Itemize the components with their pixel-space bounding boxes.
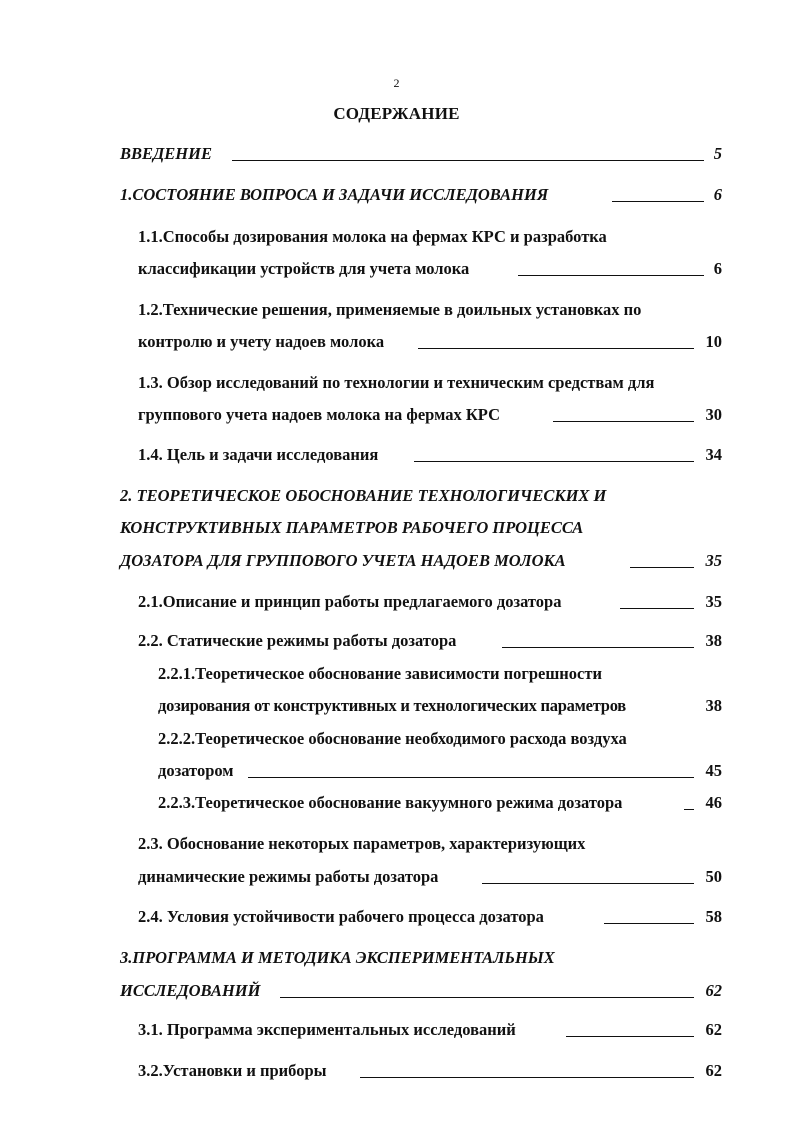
toc-entry-title: 1.2.Технические решения, применяемые в доильных установках по	[138, 300, 642, 319]
toc-leader	[418, 348, 694, 349]
toc-entry-title: 2.4. Условия устойчивости рабочего процесса дозатора	[138, 907, 544, 926]
toc-entry-title: 2.3. Обоснование некоторых параметров, характеризующих	[138, 834, 586, 853]
toc-entry-title: группового учета надоев молока на фермах КРС	[138, 405, 500, 424]
toc-page-number: 10	[705, 332, 722, 351]
toc-entry-title: контролю и учету надоев молока	[138, 332, 385, 351]
toc-page-number: 35	[705, 551, 722, 570]
toc-entry-introduction[interactable]	[0, 143, 793, 165]
toc-page-number: 6	[713, 185, 722, 204]
toc-entry-3-1[interactable]	[0, 1019, 793, 1041]
toc-entry-2-1[interactable]	[0, 591, 793, 613]
toc-entry-2-2[interactable]	[0, 630, 793, 652]
toc-entry-2-2-1-line-1[interactable]	[0, 663, 793, 685]
toc-page-number: 50	[705, 867, 722, 886]
toc-leader	[684, 809, 694, 810]
toc-leader	[360, 1077, 694, 1078]
toc-entry-title: 1.1.Способы дозирования молока на фермах КРС и разработка	[138, 227, 607, 246]
toc-leader	[553, 421, 694, 422]
toc-page-number: 6	[713, 259, 722, 278]
toc-leader	[248, 777, 694, 778]
toc-leader	[604, 923, 694, 924]
toc-entry-2-4[interactable]	[0, 906, 793, 928]
toc-page-number: 46	[705, 793, 722, 812]
toc-entry-title: классификации устройств для учета молока	[138, 259, 470, 278]
toc-entry-title: 1.3. Обзор исследований по технологии и техническим средствам для	[138, 373, 655, 392]
toc-entry-1-3-line-2[interactable]	[0, 404, 793, 426]
toc-entry-title: 2.2. Статические режимы работы дозатора	[138, 631, 457, 650]
toc-page-number: 62	[705, 1020, 722, 1039]
toc-entry-chapter-3-line-2[interactable]	[0, 980, 793, 1002]
toc-entry-3-2[interactable]	[0, 1060, 793, 1082]
toc-page-number: 35	[705, 592, 722, 611]
toc-entry-1-2-line-2[interactable]	[0, 331, 793, 353]
toc-entry-1-1-line-1[interactable]	[0, 226, 793, 248]
toc-page-number: 5	[713, 144, 722, 163]
toc-entry-title: 3.2.Установки и приборы	[138, 1061, 327, 1080]
toc-entry-chapter-2-line-3[interactable]	[0, 550, 793, 572]
toc-leader	[482, 883, 694, 884]
toc-page-number: 62	[705, 1061, 722, 1080]
toc-entry-2-2-2-line-1[interactable]	[0, 728, 793, 750]
toc-leader	[232, 160, 704, 161]
toc-entry-title: 1.4. Цель и задачи исследования	[138, 445, 379, 464]
toc-entry-1-2-line-1[interactable]	[0, 299, 793, 321]
toc-page-number: 62	[705, 981, 722, 1000]
toc-entry-title: КОНСТРУКТИВНЫХ ПАРАМЕТРОВ РАБОЧЕГО ПРОЦЕССА	[120, 518, 584, 537]
toc-entry-1-1-line-2[interactable]	[0, 258, 793, 280]
toc-leader	[502, 647, 694, 648]
toc-entry-title: 3.1. Программа экспериментальных исследований	[138, 1020, 516, 1039]
toc-leader	[280, 997, 694, 998]
toc-entry-title: 1.СОСТОЯНИЕ ВОПРОСА И ЗАДАЧИ ИССЛЕДОВАНИЯ	[120, 185, 549, 204]
toc-leader	[566, 1036, 694, 1037]
page-title: СОДЕРЖАНИЕ	[333, 104, 460, 123]
toc-page-number: 30	[705, 405, 722, 424]
page-number: 2	[393, 76, 400, 90]
toc-entry-2-2-1-line-2[interactable]	[0, 695, 793, 717]
toc-entry-title: дозирования от конструктивных и технологических параметров	[158, 696, 626, 715]
toc-leader	[612, 201, 704, 202]
toc-entry-chapter-2-line-2[interactable]	[0, 517, 793, 539]
toc-entry-2-3-line-2[interactable]	[0, 866, 793, 888]
toc-entry-title: динамические режимы работы дозатора	[138, 867, 439, 886]
toc-entry-2-2-2-line-2[interactable]	[0, 760, 793, 782]
toc-page-number: 38	[705, 696, 722, 715]
toc-entry-title: 2.2.3.Теоретическое обоснование вакуумного режима дозатора	[158, 793, 623, 812]
toc-entry-title: 2. ТЕОРЕТИЧЕСКОЕ ОБОСНОВАНИЕ ТЕХНОЛОГИЧЕСКИХ И	[120, 486, 607, 505]
toc-entry-title: 3.ПРОГРАММА И МЕТОДИКА ЭКСПЕРИМЕНТАЛЬНЫХ	[120, 948, 555, 967]
toc-entry-2-2-3[interactable]	[0, 792, 793, 814]
toc-entry-title: ИССЛЕДОВАНИЙ	[120, 981, 261, 1000]
toc-page-number: 58	[705, 907, 722, 926]
toc-leader	[630, 567, 694, 568]
toc-entry-title: дозатором	[158, 761, 234, 780]
toc-page-number: 45	[705, 761, 722, 780]
toc-entry-title: 2.2.1.Теоретическое обоснование зависимости погрешности	[158, 664, 602, 683]
toc-entry-title: ВВЕДЕНИЕ	[120, 144, 212, 163]
toc-page-number: 38	[705, 631, 722, 650]
toc-page-number: 34	[705, 445, 722, 464]
toc-leader	[518, 275, 704, 276]
toc-entry-chapter-1[interactable]	[0, 184, 793, 206]
toc-entry-chapter-2-line-1[interactable]	[0, 485, 793, 507]
toc-entry-title: ДОЗАТОРА ДЛЯ ГРУППОВОГО УЧЕТА НАДОЕВ МОЛОКА	[120, 551, 566, 570]
toc-entry-title: 2.1.Описание и принцип работы предлагаемого дозатора	[138, 592, 562, 611]
toc-entry-chapter-3-line-1[interactable]	[0, 947, 793, 969]
toc-entry-1-4[interactable]	[0, 444, 793, 466]
toc-entry-title: 2.2.2.Теоретическое обоснование необходимого расхода воздуха	[158, 729, 627, 748]
toc-entry-2-3-line-1[interactable]	[0, 833, 793, 855]
toc-leader	[620, 608, 694, 609]
toc-entry-1-3-line-1[interactable]	[0, 372, 793, 394]
toc-leader	[414, 461, 694, 462]
